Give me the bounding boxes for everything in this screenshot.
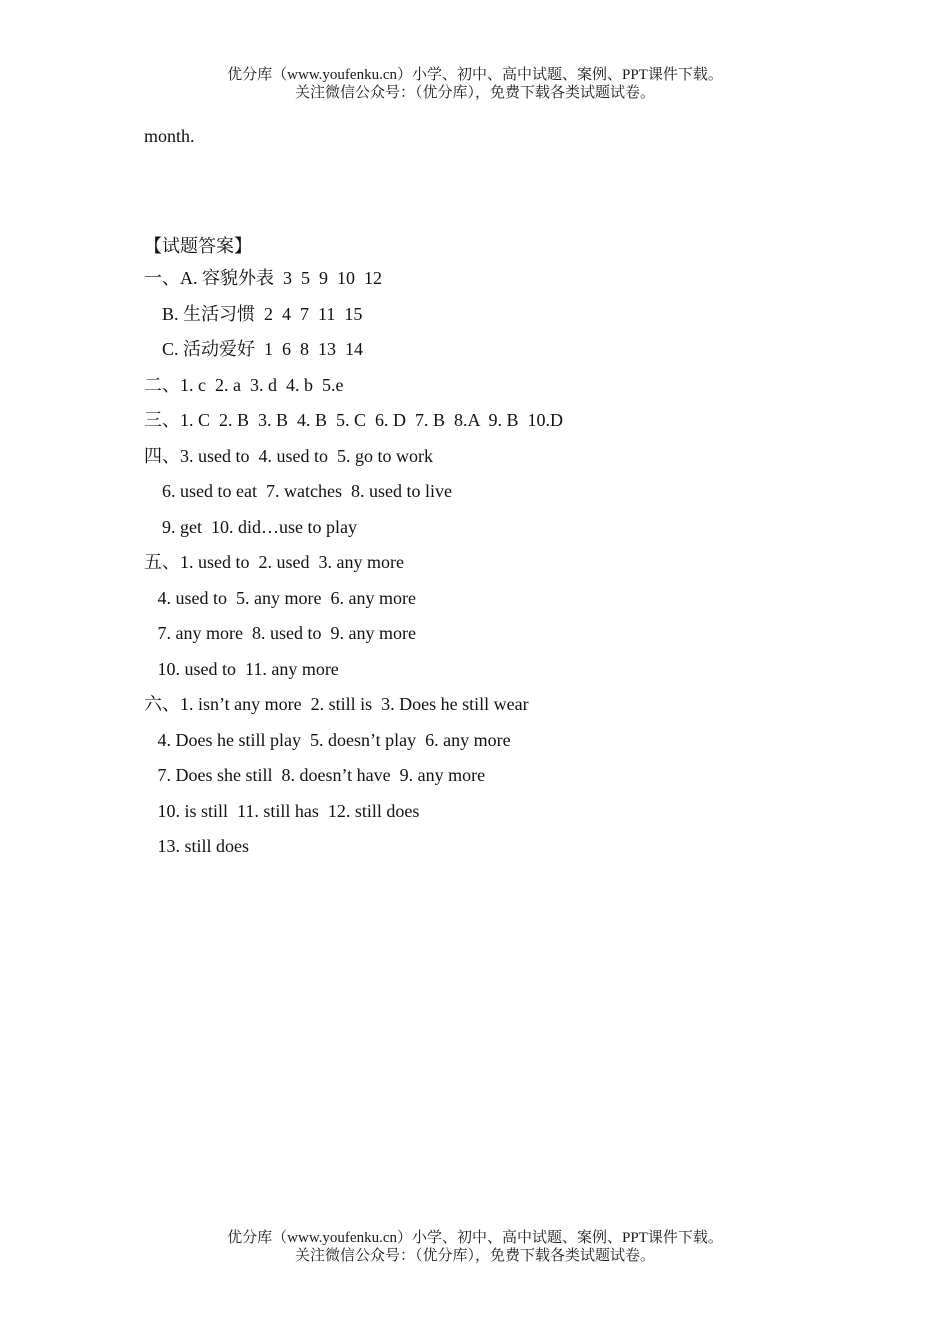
answer-line: 五、1. used to 2. used 3. any more	[144, 552, 404, 572]
page-header	[0, 66, 950, 102]
answer-line: C. 活动爱好 1 6 8 13 14	[144, 339, 364, 359]
answer-line: 7. any more 8. used to 9. any more	[144, 623, 416, 643]
footer-line-2: 关注微信公众号：（优分库），免费下载各类试题试卷。	[294, 1248, 655, 1264]
answer-line: 9. get 10. did…use to play	[144, 516, 357, 537]
answer-line: 四、3. used to 4. used to 5. go to work	[144, 445, 433, 466]
continuation-text: month.	[144, 126, 195, 146]
header-line-2: 关注微信公众号：（优分库），免费下载各类试题试卷。	[294, 85, 655, 101]
answer-line: 13. still does	[144, 836, 250, 856]
footer-line-1: 优分库（www.youfenku.cn）小学、初中、高中试题、案例、PPT课件下载。	[227, 1230, 723, 1246]
answer-line: 4. Does he still play 5. doesn’t play 6. any more	[144, 729, 511, 750]
answer-line: 二、1. c 2. a 3. d 4. b 5.e	[144, 374, 344, 395]
answer-line: 7. Does she still 8. doesn’t have 9. any more	[144, 765, 486, 785]
answer-line: 一、A. 容貌外表 3 5 9 10 12	[144, 268, 382, 288]
header-line-1: 优分库（www.youfenku.cn）小学、初中、高中试题、案例、PPT课件下载。	[227, 67, 723, 83]
answer-line: 六、1. isn’t any more 2. still is 3. Does he still wear	[144, 694, 529, 714]
answer-line: 4. used to 5. any more 6. any more	[144, 587, 416, 608]
answer-line: 三、1. C 2. B 3. B 4. B 5. C 6. D 7. B 8.A 9. B 10.D	[144, 410, 564, 430]
answer-list	[144, 264, 563, 868]
answers-heading: 【试题答案】	[144, 236, 252, 256]
answer-line: 10. is still 11. still has 12. still does	[144, 800, 420, 821]
answer-line: 10. used to 11. any more	[144, 658, 339, 679]
answer-line: 6. used to eat 7. watches 8. used to live	[144, 481, 452, 501]
page-footer	[0, 1229, 950, 1265]
answer-line: B. 生活习惯 2 4 7 11 15	[144, 303, 363, 324]
